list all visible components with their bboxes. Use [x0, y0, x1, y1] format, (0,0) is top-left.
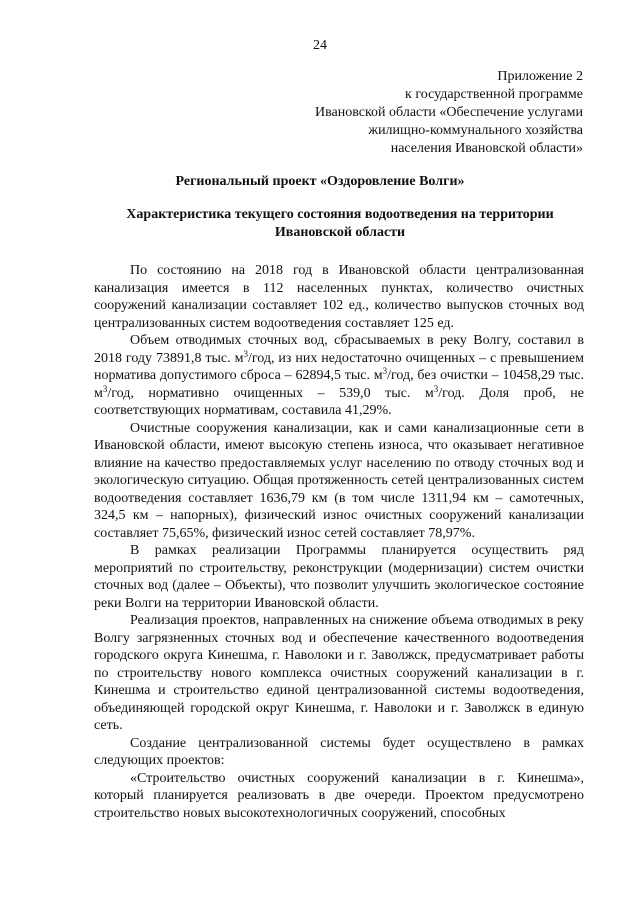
superscript: 3 — [102, 383, 108, 394]
superscript: 3 — [243, 348, 248, 359]
text-run: Объем отводимых сточных вод, сбрасываемых в реку Волгу, составил в 2018 году 73891,8 тыс. м — [94, 333, 584, 366]
paragraph: В рамках реализации Программы планируется осуществить ряд мероприятий по строительству, реконструкции (модернизации) систем очистки сточных вод (далее – Объекты), что позволит улучшить экологическое состояние реки Волги на территории Ивановской области. — [94, 543, 584, 611]
project-title: Региональный проект «Оздоровление Волги» — [175, 174, 465, 189]
appendix-line: населения Ивановской области» — [390, 141, 583, 156]
paragraph: Реализация проектов, направленных на снижение объема отводимых в реку Волгу загрязненных сточных вод и обеспечение качественного водоотведения городского округа Кинешма, г. Наволоки и г. Заволжск, предусматривает работы по строительству нового комплекса очистных сооружений канализации в г. Кинешма и строительство единой централизованной системы водоотведения, объединяющей городской округ Кинешма, г. Наволоки и г. Заволжск в единую сеть. — [94, 613, 584, 733]
text-run: /год. Доля проб, не соответствующих нормативам, составила 41,29%. — [94, 385, 584, 418]
page-number: 24 — [313, 38, 327, 53]
paragraph-wastewater-volume — [94, 332, 584, 420]
text-run: /год, нормативно очищенных – 539,0 тыс. м — [107, 385, 434, 401]
paragraph: Очистные сооружения канализации, как и сами канализационные сети в Ивановской области, имеют высокую степень износа, что оказывает негативное влияние на качество предоставляемых услуг населению по отводу сточных вод и экологическую ситуацию. Общая протяженность сетей централизованных систем водоотведения составляет 1636,79 км (в том числе 1311,94 км – самотечных, 324,5 км – напорных), физический износ очистных сооружений канализации составляет 75,65%, физический износ сетей составляет 78,97%. — [94, 420, 584, 541]
paragraph: Создание централизованной системы будет осуществлено в рамках следующих проектов: — [94, 735, 584, 768]
appendix-header — [315, 68, 583, 158]
appendix-line: жилищно-коммунального хозяйства — [368, 123, 583, 138]
text-run: /год, из них недостаточно очищенных – с превышением норматива допустимого сброса – 62894,5 тыс. м — [94, 350, 584, 383]
superscript: 3 — [433, 383, 439, 394]
paragraph: По состоянию на 2018 год в Ивановской области централизованная канализация имеется в 112 населенных пунктах, количество очистных сооружений канализации составляет 102 ед., количество выпусков сточных вод централизованных систем водоотведения составляет 125 ед. — [94, 263, 584, 331]
paragraph: «Строительство очистных сооружений канализации в г. Кинешма», который планируется реализовать в две очереди. Проектом предусмотрено строительство новых высокотехнологичных сооружений, способных — [94, 770, 584, 821]
document-body — [94, 262, 584, 822]
superscript: 3 — [382, 366, 388, 376]
appendix-line: Ивановской области «Обеспечение услугами — [314, 105, 583, 120]
appendix-line: к государственной программе — [405, 87, 583, 102]
appendix-line: Приложение 2 — [497, 69, 583, 84]
section-title: Характеристика текущего состояния водоотведения на территории Ивановской области — [126, 207, 554, 240]
text-run: /год, без очистки – 10458,29 тыс. м — [94, 368, 584, 401]
